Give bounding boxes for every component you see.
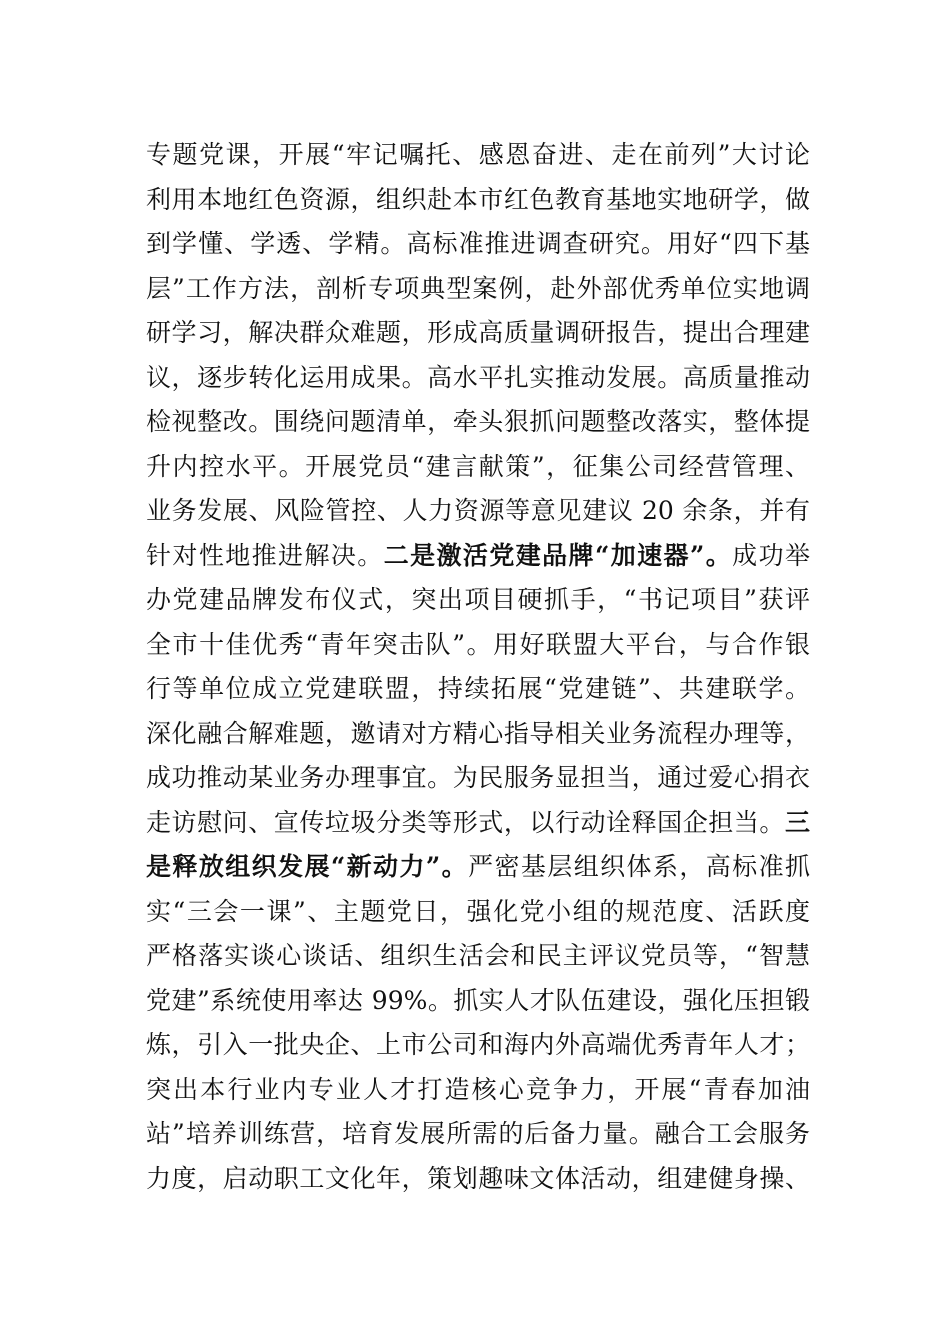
text-line xyxy=(146,356,810,401)
body-text-span: 行等单位成立党建联盟，持续拓展“党建链”、共建联学。 xyxy=(146,674,810,703)
body-text-span: 层”工作方法，剖析专项典型案例，赴外部优秀单位实地调 xyxy=(146,273,810,303)
text-line xyxy=(146,934,810,979)
body-text-span: 全市十佳优秀“青年突击队”。用好联盟大平台，与合作银 xyxy=(146,629,810,659)
body-text-span: 业务发展、风险管控、人力资源等意见建议 20 余条，并有 xyxy=(146,496,810,525)
text-line xyxy=(146,1068,810,1113)
body-text-span: 到学懂、学透、学精。高标准推进调查研究。用好“四下基 xyxy=(146,229,810,258)
text-line xyxy=(146,178,810,223)
body-text-span: 检视整改。围绕问题清单，牵头狠抓问题整改落实，整体提 xyxy=(146,407,810,436)
text-line xyxy=(146,801,810,846)
body-text-span: 严密基层组织体系，高标准抓 xyxy=(468,852,810,881)
text-line xyxy=(146,623,810,668)
body-text-span: 炼，引入一批央企、上市公司和海内外高端优秀青年人才； xyxy=(146,1030,810,1059)
text-line xyxy=(146,1023,810,1068)
text-line xyxy=(146,133,810,178)
body-text-span: 深化融合解难题，邀请对方精心指导相关业务流程办理等， xyxy=(146,718,810,748)
body-text-span: 专题党课，开展“牢记嘱托、感恩奋进、走在前列”大讨论 xyxy=(146,140,810,169)
body-text-span: 研学习，解决群众难题，形成高质量调研报告，提出合理建 xyxy=(146,318,810,347)
text-line xyxy=(146,400,810,445)
body-text xyxy=(146,133,810,1201)
body-text-span: 力度，启动职工文化年，策划趣味文体活动，组建健身操、 xyxy=(146,1163,810,1193)
text-line xyxy=(146,667,810,712)
text-line xyxy=(146,1112,810,1157)
text-line xyxy=(146,267,810,312)
body-text-span: 议，逐步转化运用成果。高水平扎实推动发展。高质量推动 xyxy=(146,362,810,392)
text-line xyxy=(146,712,810,757)
text-line xyxy=(146,578,810,623)
body-text-span: 实“三会一课”、主题党日，强化党小组的规范度、活跃度 xyxy=(146,896,810,926)
body-text-span: 成功举 xyxy=(732,540,810,570)
text-line xyxy=(146,756,810,801)
body-text-span: 党建”系统使用率达 99%。抓实人才队伍建设，强化压担锻 xyxy=(146,985,810,1015)
body-text-span: 站”培养训练营，培育发展所需的后备力量。融合工会服务 xyxy=(146,1119,810,1148)
body-text-span: 成功推动某业务办理事宜。为民服务显担当，通过爱心捐衣 xyxy=(146,763,810,792)
body-text-span: 严格落实谈心谈话、组织生活会和民主评议党员等，“智慧 xyxy=(146,941,810,970)
body-text-span: 走访慰问、宣传垃圾分类等形式，以行动诠释国企担当。 xyxy=(146,807,785,837)
body-text-span: 突出本行业内专业人才打造核心竞争力，开展“青春加油 xyxy=(146,1074,810,1104)
body-text-span: 利用本地红色资源，组织赴本市红色教育基地实地研学，做 xyxy=(146,184,810,214)
text-line xyxy=(146,534,810,579)
text-line xyxy=(146,445,810,490)
bold-heading-text: 三 xyxy=(784,807,810,837)
text-line xyxy=(146,311,810,356)
text-line xyxy=(146,845,810,890)
body-text-span: 针对性地推进解决。 xyxy=(146,540,384,570)
body-text-span: 升内控水平。开展党员“建言献策”，征集公司经营管理、 xyxy=(146,451,810,481)
text-line xyxy=(146,489,810,534)
text-line xyxy=(146,979,810,1024)
bold-heading-text: 二是激活党建品牌“加速器”。 xyxy=(383,540,733,570)
text-line xyxy=(146,222,810,267)
text-line xyxy=(146,890,810,935)
body-text-span: 办党建品牌发布仪式，突出项目硬抓手，“书记项目”获评 xyxy=(146,585,810,614)
bold-heading-text: 是释放组织发展“新动力”。 xyxy=(146,852,469,881)
text-line xyxy=(146,1157,810,1202)
